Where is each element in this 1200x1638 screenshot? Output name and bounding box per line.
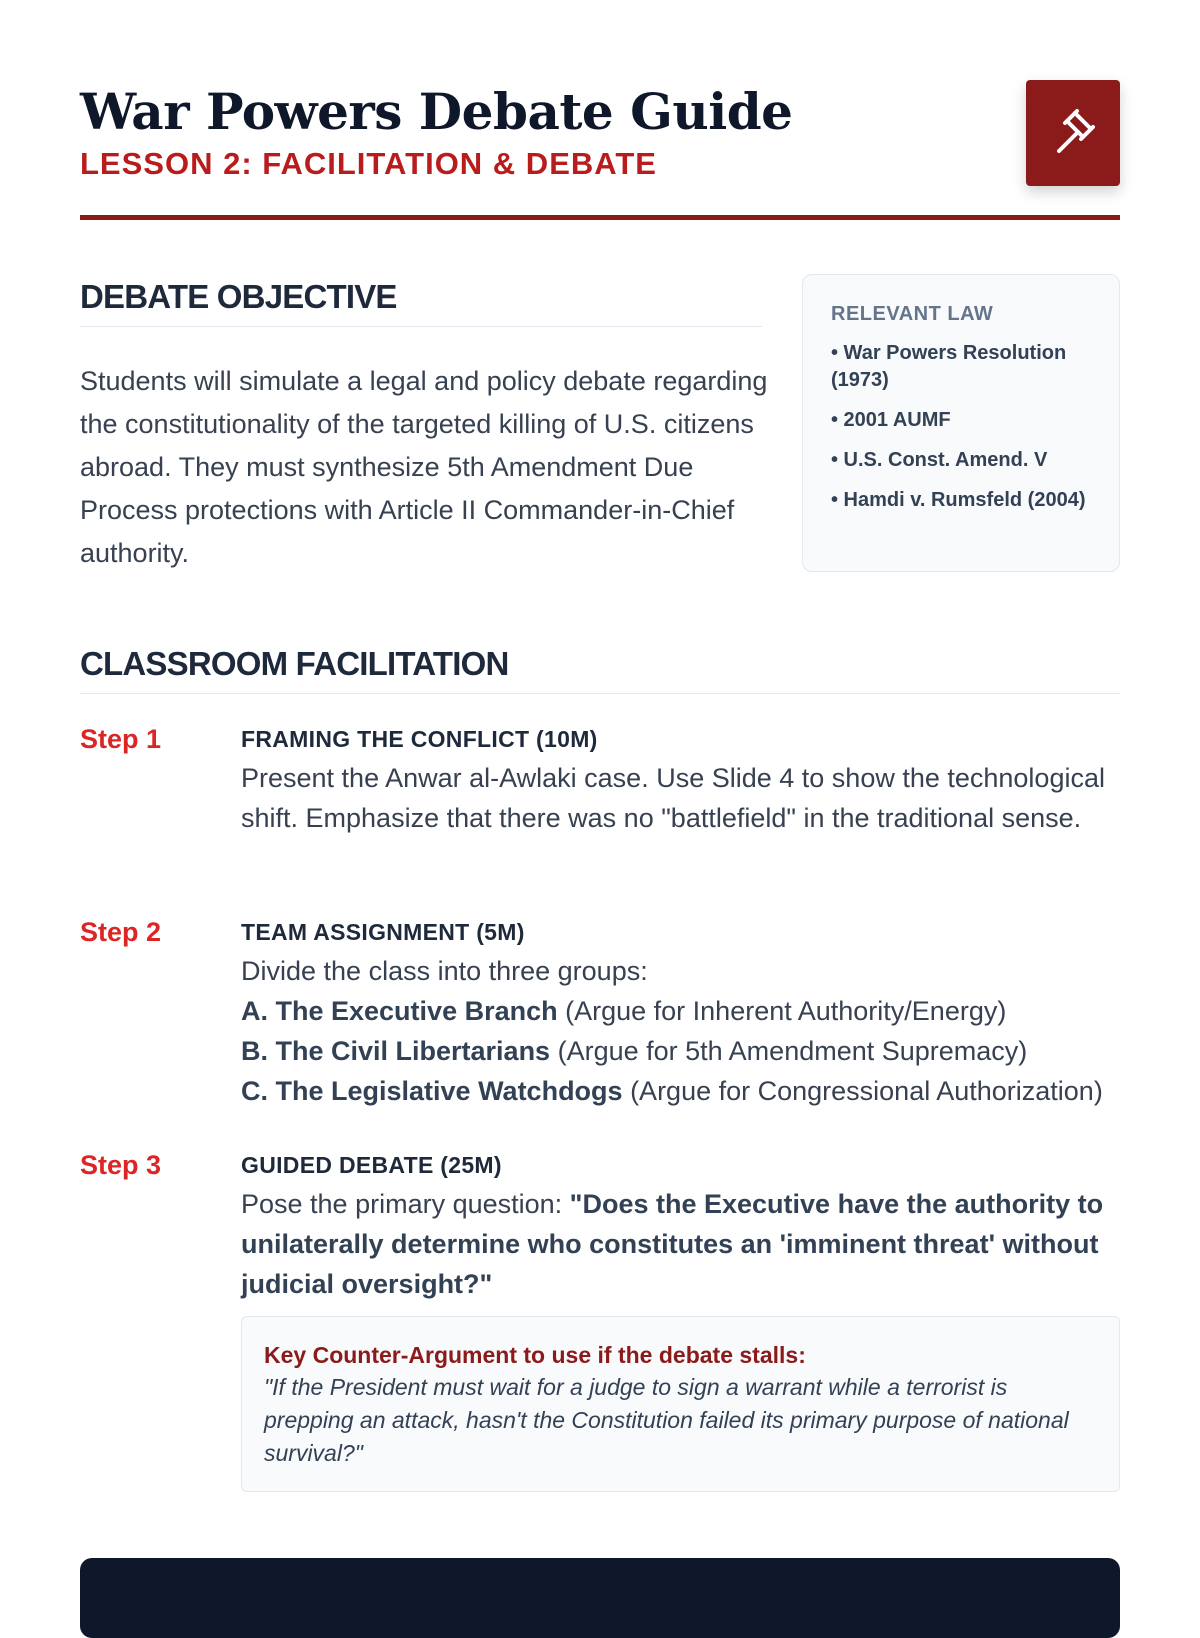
group-name: B. The Civil Libertarians — [241, 1036, 551, 1066]
law-item: • War Powers Resolution (1973) — [831, 342, 1067, 391]
step-label: Step 1 — [80, 724, 162, 754]
relevant-law-card — [802, 274, 1120, 572]
page-title: War Powers Debate Guide — [80, 82, 793, 141]
group-desc: (Argue for Inherent Authority/Energy) — [557, 996, 1007, 1026]
relevant-law-heading: RELEVANT LAW — [831, 303, 994, 325]
facilitation-heading: CLASSROOM FACILITATION — [80, 645, 1120, 694]
group-name: C. The Legislative Watchdogs — [241, 1076, 623, 1106]
group-name: A. The Executive Branch — [241, 996, 558, 1026]
step-title: GUIDED DEBATE (25M) — [241, 1152, 502, 1178]
gavel-badge — [1026, 80, 1120, 186]
step-title: TEAM ASSIGNMENT (5M) — [241, 919, 525, 945]
group-item — [241, 1031, 1121, 1071]
counter-argument-heading: Key Counter-Argument to use if the debate stalls: — [264, 1342, 806, 1368]
step-body — [241, 724, 1121, 838]
group-desc: (Argue for Congressional Authorization) — [622, 1076, 1103, 1106]
page-subtitle: LESSON 2: FACILITATION & DEBATE — [80, 146, 657, 181]
law-item: • 2001 AUMF — [831, 409, 951, 431]
law-item: • U.S. Const. Amend. V — [831, 449, 1048, 471]
step-intro: Divide the class into three groups: — [241, 956, 648, 986]
step-title: FRAMING THE CONFLICT (10M) — [241, 726, 598, 752]
step-label: Step 3 — [80, 1150, 162, 1180]
law-item: • Hamdi v. Rumsfeld (2004) — [831, 489, 1086, 511]
primary-question: "Does the Executive have the authority to unilaterally determine who constitutes an 'imminent threat' without judicial oversight?" — [241, 1189, 1104, 1299]
group-item — [241, 991, 1121, 1031]
step-question — [241, 1184, 1121, 1304]
footer-bar — [80, 1558, 1120, 1638]
counter-argument-box — [241, 1316, 1120, 1492]
question-lead: Pose the primary question: — [241, 1189, 570, 1219]
group-item — [241, 1071, 1121, 1111]
step-body — [241, 1150, 1121, 1304]
page-header — [80, 80, 1120, 220]
step-text: Present the Anwar al-Awlaki case. Use Slide 4 to show the technological shift. Emphasize that there was no "battlefield" in the traditional sense. — [241, 763, 1105, 833]
objective-text: Students will simulate a legal and policy debate regarding the constitutionality of the targeted killing of U.S. citizens abroad. They must synthesize 5th Amendment Due Process protections with Article II Commander-in-Chief authority. — [80, 366, 768, 568]
gavel-icon — [1049, 107, 1097, 160]
objective-heading: DEBATE OBJECTIVE — [80, 278, 762, 327]
step-label: Step 2 — [80, 917, 162, 947]
counter-argument-quote: "If the President must wait for a judge to sign a warrant while a terrorist is prepping an attack, hasn't the Constitution failed its primary purpose of national survival?" — [264, 1374, 1069, 1466]
group-desc: (Argue for 5th Amendment Supremacy) — [550, 1036, 1028, 1066]
step-body — [241, 917, 1121, 1111]
